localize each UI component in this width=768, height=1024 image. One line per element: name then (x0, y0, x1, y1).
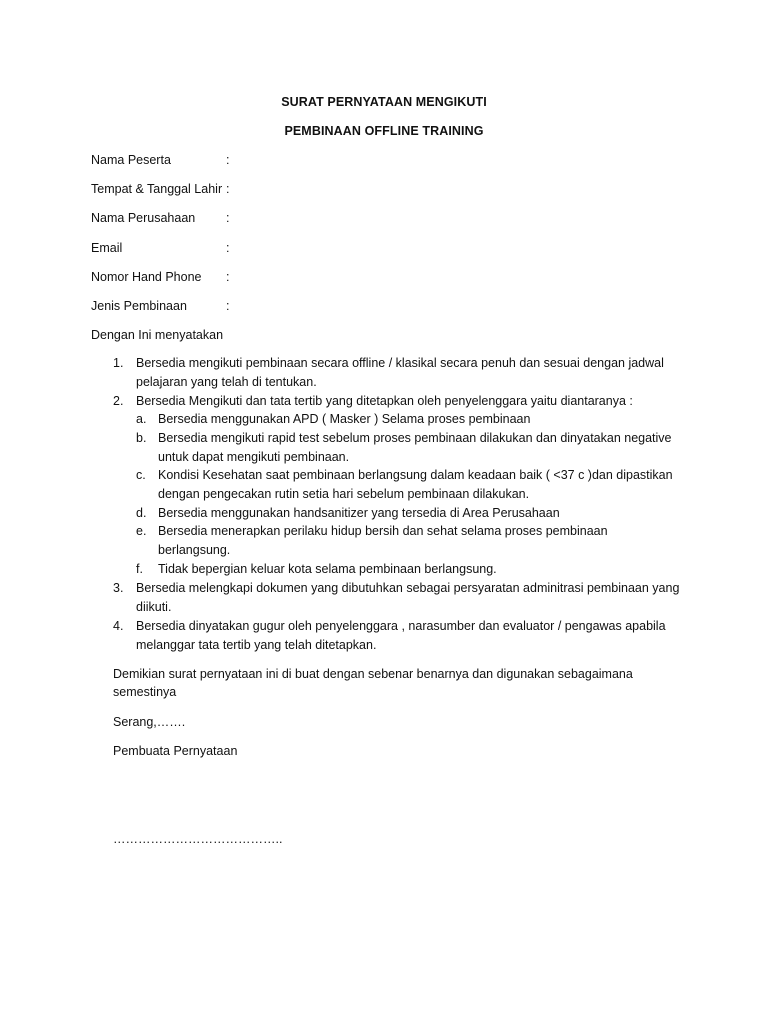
signature-line: ………………………………….. (113, 832, 283, 846)
sub-list-item-letter: b. (136, 431, 147, 445)
document-title-line1: SURAT PERNYATAAN MENGIKUTI (281, 95, 487, 109)
field-label: Nomor Hand Phone (91, 270, 202, 284)
field-colon: : (226, 182, 230, 196)
sub-list-item-text: Bersedia mengikuti rapid test sebelum proses pembinaan dilakukan dan dinyatakan negative untuk dapat mengikuti pembinaan. (158, 431, 672, 464)
sub-list-item-text: Bersedia menggunakan handsanitizer yang tersedia di Area Perusahaan (158, 506, 560, 520)
field-colon: : (226, 241, 230, 255)
list-item-text: Bersedia Mengikuti dan tata tertib yang ditetapkan oleh penyelenggara yaitu diantaranya : (136, 394, 633, 408)
place-date: Serang,……. (113, 715, 186, 729)
closing-paragraph: Demikian surat pernyataan ini di buat dengan sebenar benarnya dan digunakan sebagaimana semestinya (113, 667, 633, 699)
field-label: Jenis Pembinaan (91, 299, 187, 313)
field-label: Email (91, 241, 123, 255)
intro-statement: Dengan Ini menyatakan (91, 328, 224, 342)
list-item-text: Bersedia mengikuti pembinaan secara offline / klasikal secara penuh dan sesuai dengan jadwal pelajaran yang telah di tentukan. (136, 356, 664, 389)
sub-list-item-letter: c. (136, 468, 146, 482)
sub-list-item-letter: d. (136, 506, 147, 520)
field-colon: : (226, 153, 230, 167)
list-item-text: Bersedia dinyatakan gugur oleh penyelenggara , narasumber dan evaluator / pengawas apabila melanggar tata tertib yang telah ditetapkan. (136, 619, 666, 652)
list-item-number: 3. (113, 581, 124, 595)
sub-list-item-text: Tidak bepergian keluar kota selama pembinaan berlangsung. (158, 562, 497, 576)
sub-list-item-text: Bersedia menerapkan perilaku hidup bersih dan sehat selama proses pembinaan berlangsung. (158, 524, 608, 557)
field-label: Nama Perusahaan (91, 211, 196, 225)
signer-label: Pembuata Pernyataan (113, 744, 238, 758)
field-label: Tempat & Tanggal Lahir (91, 182, 223, 196)
field-label: Nama Peserta (91, 153, 171, 167)
sub-list-item-text: Bersedia menggunakan APD ( Masker ) Selama proses pembinaan (158, 412, 531, 426)
sub-list-item-letter: a. (136, 412, 147, 426)
list-item-text: Bersedia melengkapi dokumen yang dibutuhkan sebagai persyaratan adminitrasi pembinaan yang diikuti. (136, 581, 680, 614)
sub-list-item-text: Kondisi Kesehatan saat pembinaan berlangsung dalam keadaan baik ( <37 c )dan dipastikan dengan pengecakan rutin setia hari sebelum pembinaan dilakukan. (158, 468, 673, 501)
sub-list-item-letter: f. (136, 562, 143, 576)
field-colon: : (226, 270, 230, 284)
list-item-number: 4. (113, 619, 124, 633)
field-colon: : (226, 299, 230, 313)
list-item-number: 1. (113, 356, 124, 370)
field-colon: : (226, 211, 230, 225)
document-title-line2: PEMBINAAN OFFLINE TRAINING (284, 124, 484, 138)
sub-list-item-letter: e. (136, 524, 147, 538)
list-item-number: 2. (113, 394, 124, 408)
